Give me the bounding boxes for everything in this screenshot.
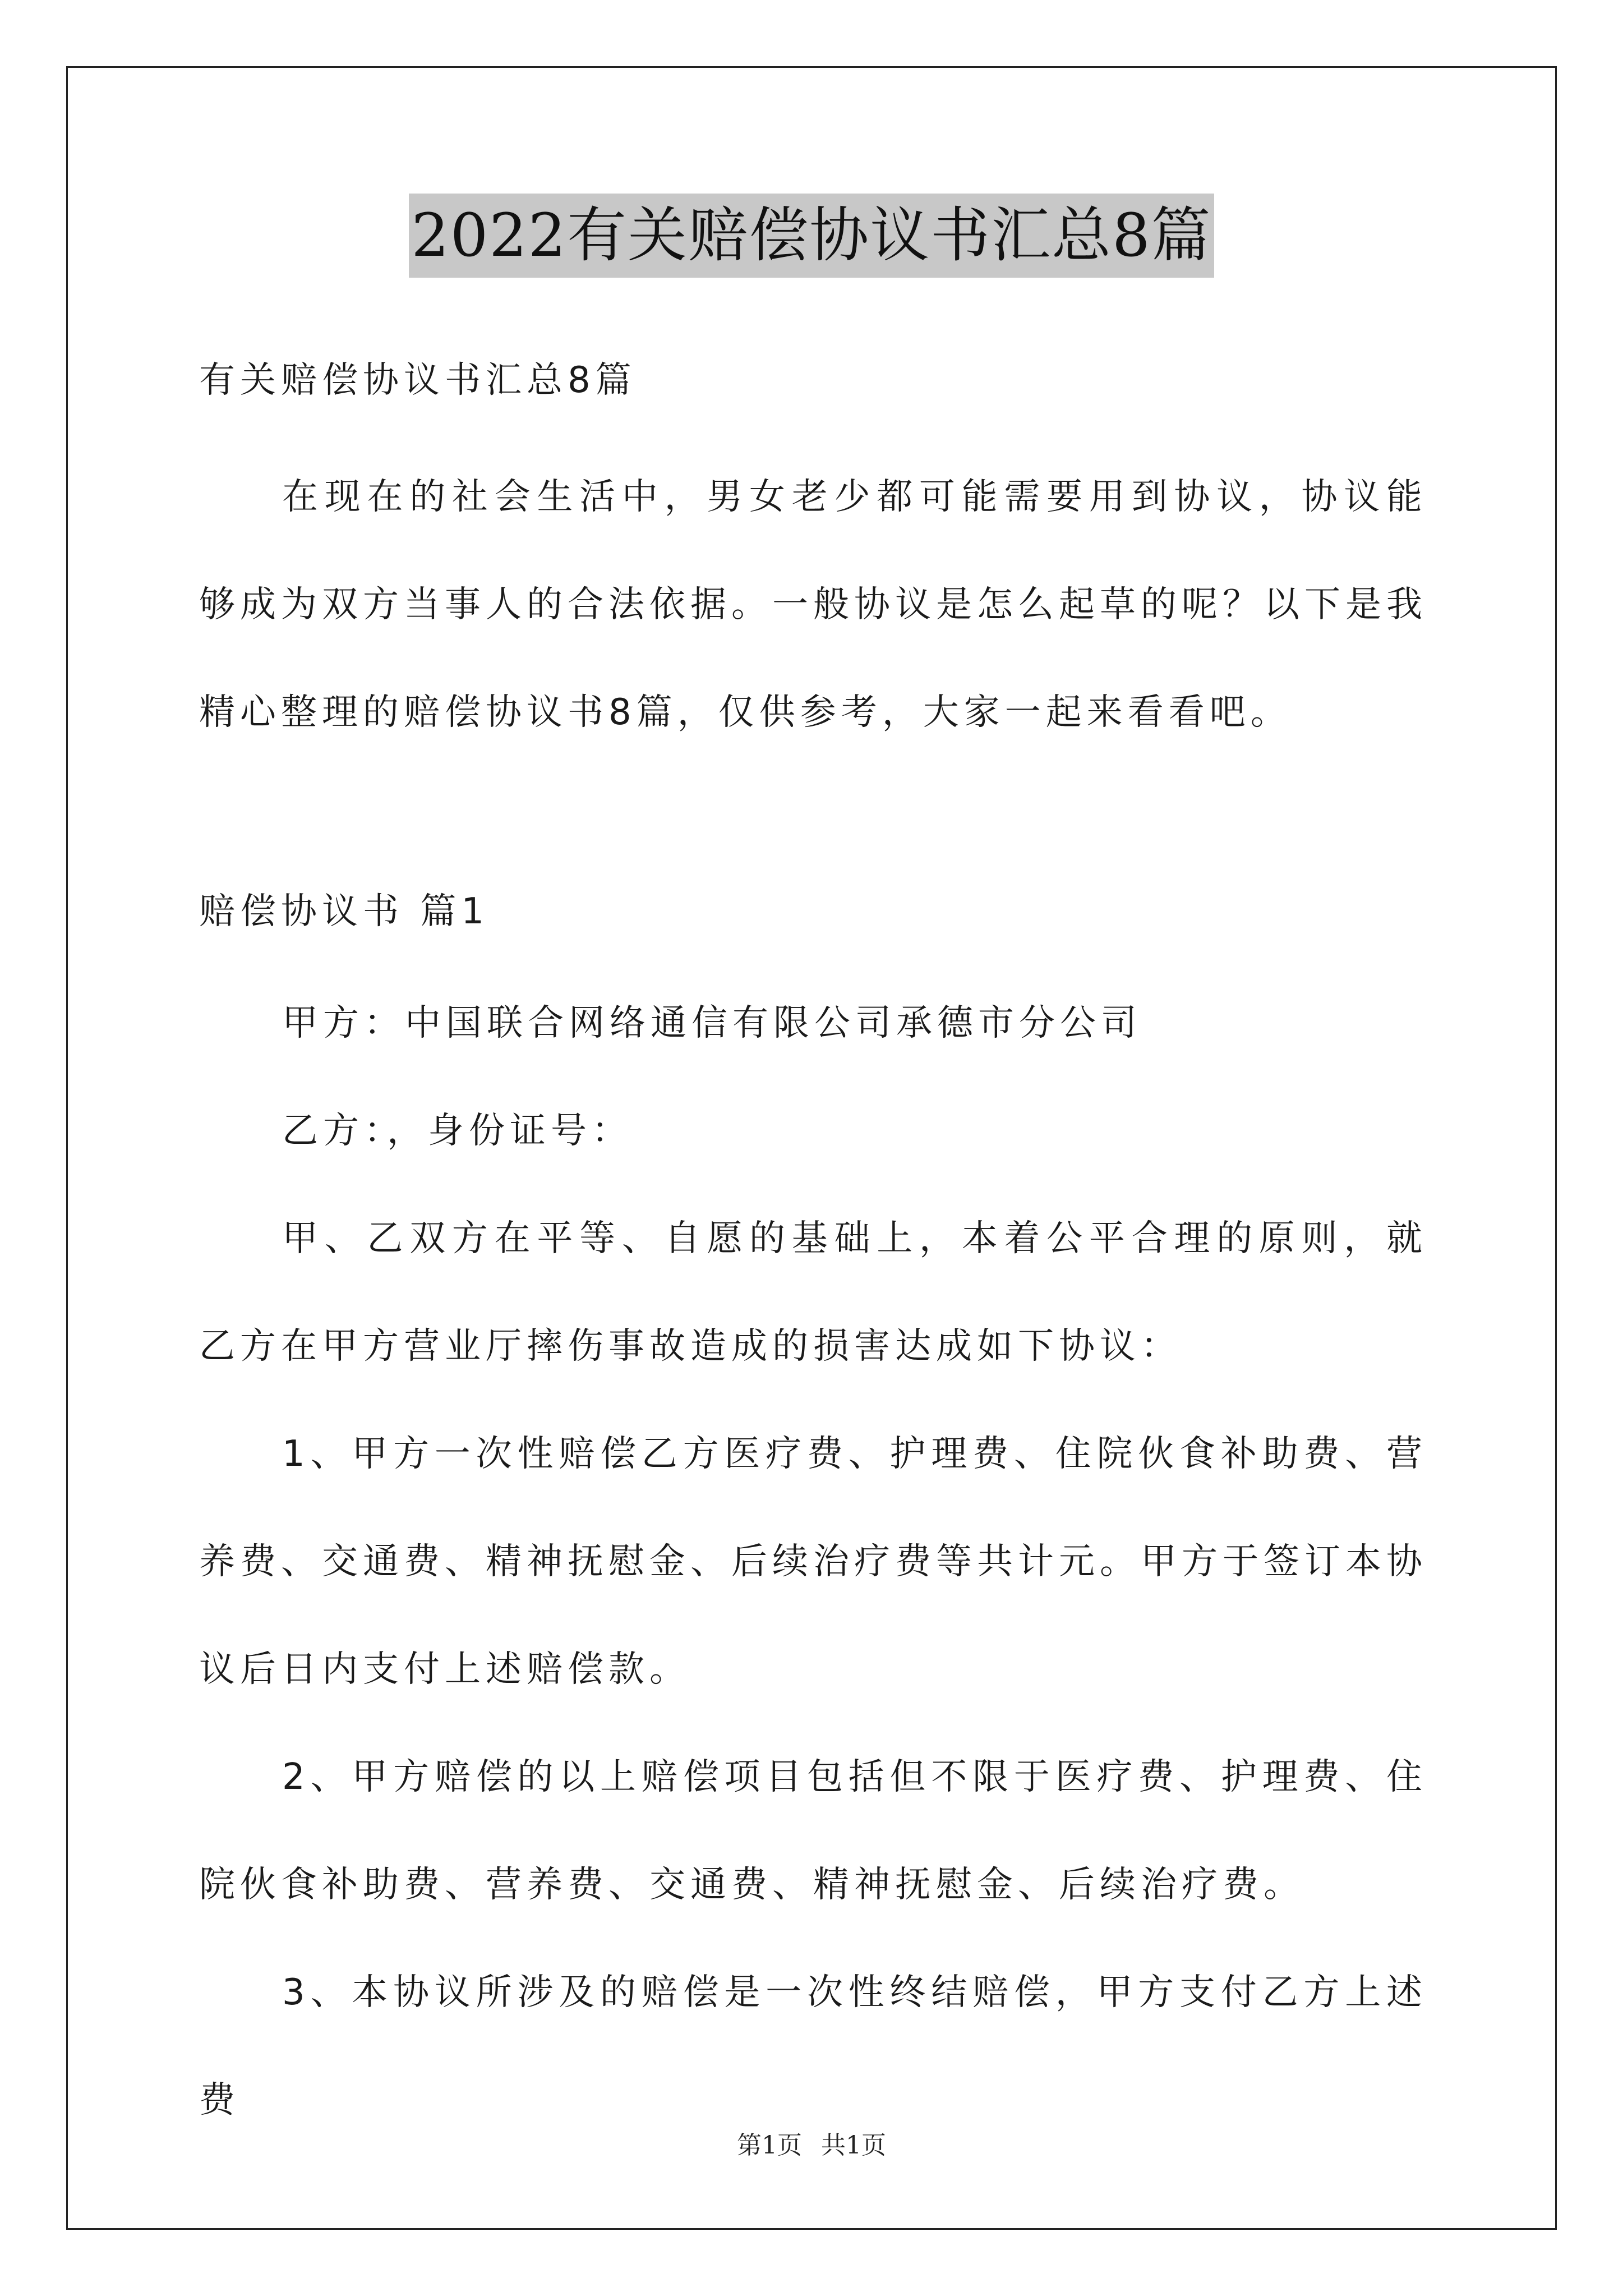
page-total: 共1页 [821,2131,886,2160]
document-subtitle: 有关赔偿协议书汇总8篇 [199,360,637,401]
party-b-line: 乙方：，身份证号： [282,1110,633,1152]
clause-1: 1、甲方一次性赔偿乙方医疗费、护理费、住院伙食补助费、营养费、交通费、精神抚慰金、后续治疗费等共计元。甲方于签订本协议后日内支付上述赔偿款。 [199,1433,1427,1690]
page-number: 第1页 [737,2131,802,2160]
clause-3: 3、本协议所涉及的赔偿是一次性终结赔偿，甲方支付乙方上述费 [199,1972,1427,2121]
page-footer [0,2129,1623,2162]
preamble-paragraph: 甲、乙双方在平等、自愿的基础上，本着公平合理的原则，就乙方在甲方营业厅摔伤事故造成的损害达成如下协议： [199,1218,1427,1367]
intro-paragraph: 在现在的社会生活中，男女老少都可能需要用到协议，协议能够成为双方当事人的合法依据。一般协议是怎么起草的呢？以下是我精心整理的赔偿协议书8篇，仅供参考，大家一起来看看吧。 [199,476,1427,733]
document-title: 2022有关赔偿协议书汇总8篇 [409,194,1214,278]
clause-2: 2、甲方赔偿的以上赔偿项目包括但不限于医疗费、护理费、住院伙食补助费、营养费、交通费、精神抚慰金、后续治疗费。 [199,1756,1427,1906]
party-a-line: 甲方：中国联合网络通信有限公司承德市分公司 [282,1002,1142,1044]
section-heading: 赔偿协议书 篇1 [199,891,490,932]
title-container [0,194,1623,278]
